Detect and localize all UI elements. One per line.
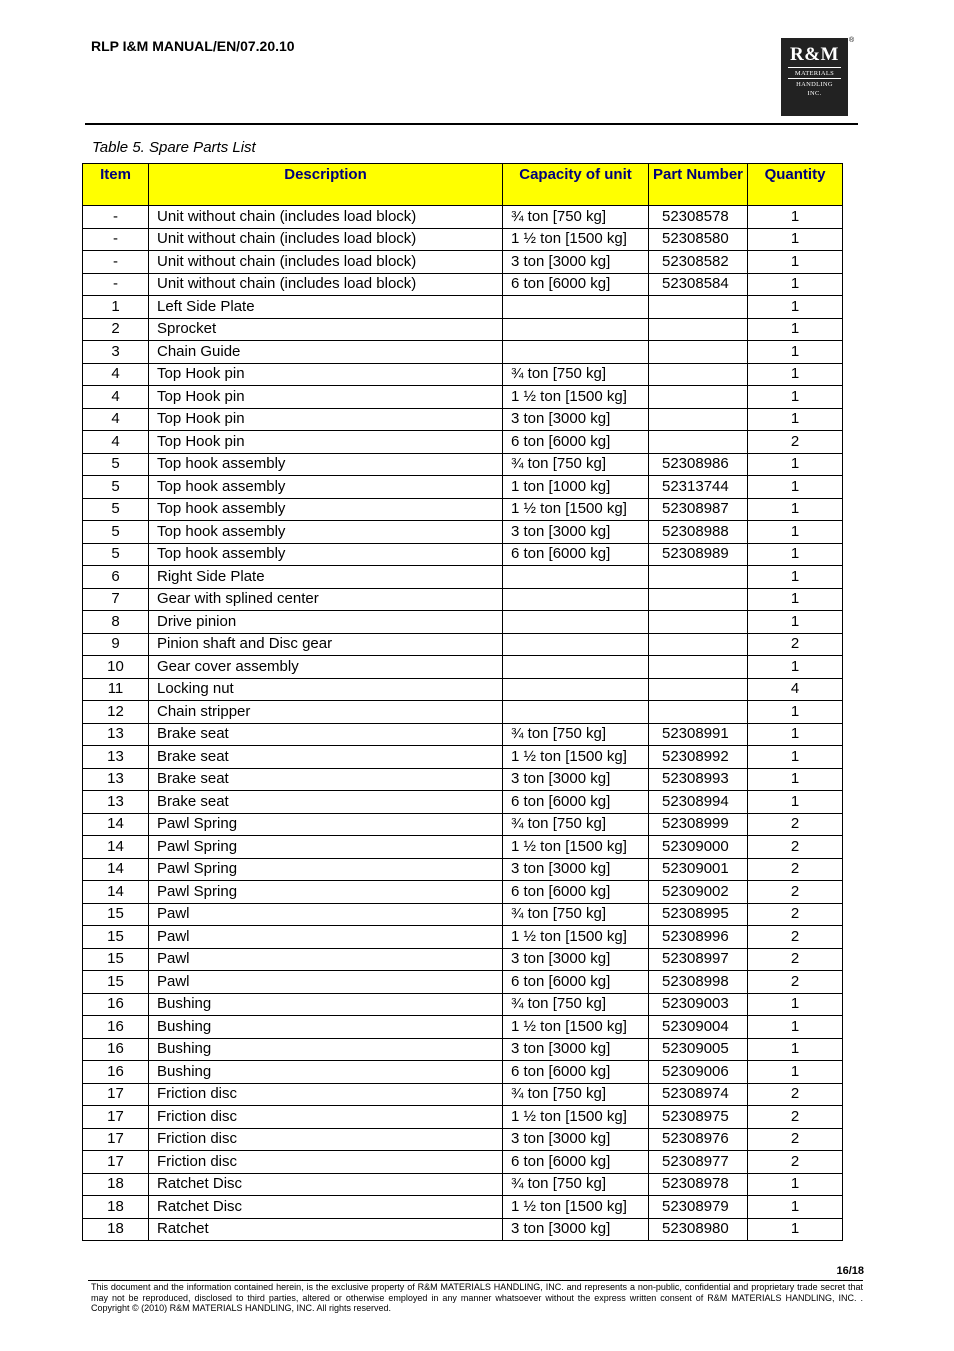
table-body	[83, 206, 843, 1241]
cell-quantity: 2	[748, 926, 843, 949]
table-row	[83, 881, 843, 904]
cell-quantity: 2	[748, 813, 843, 836]
table-row	[83, 1061, 843, 1084]
cell-quantity: 2	[748, 431, 843, 454]
cell-description: Chain Guide	[149, 341, 503, 364]
table-row	[83, 813, 843, 836]
cell-description: Brake seat	[149, 746, 503, 769]
table-row	[83, 948, 843, 971]
cell-description: Ratchet Disc	[149, 1173, 503, 1196]
cell-item: -	[83, 273, 149, 296]
cell-part-number: 52308975	[649, 1106, 748, 1129]
cell-quantity: 1	[748, 611, 843, 634]
header-divider	[85, 123, 858, 125]
cell-description: Top hook assembly	[149, 476, 503, 499]
cell-item: 1	[83, 296, 149, 319]
cell-item: 13	[83, 746, 149, 769]
cell-capacity: 3 ton [3000 kg]	[503, 1038, 649, 1061]
cell-capacity	[503, 296, 649, 319]
logo-line-materials: MATERIALS	[788, 67, 841, 77]
cell-item: 7	[83, 588, 149, 611]
table-row	[83, 363, 843, 386]
cell-quantity: 1	[748, 521, 843, 544]
table-row	[83, 1151, 843, 1174]
table-row	[83, 251, 843, 274]
cell-part-number	[649, 318, 748, 341]
cell-quantity: 1	[748, 1038, 843, 1061]
cell-part-number	[649, 611, 748, 634]
table-row	[83, 926, 843, 949]
footer-divider	[88, 1280, 863, 1281]
cell-description: Bushing	[149, 1038, 503, 1061]
cell-item: 15	[83, 971, 149, 994]
table-row	[83, 1083, 843, 1106]
cell-part-number: 52308578	[649, 206, 748, 229]
cell-part-number: 52309002	[649, 881, 748, 904]
cell-part-number	[649, 656, 748, 679]
cell-quantity: 1	[748, 251, 843, 274]
cell-quantity: 1	[748, 1196, 843, 1219]
cell-quantity: 1	[748, 296, 843, 319]
cell-quantity: 2	[748, 903, 843, 926]
table-row	[83, 611, 843, 634]
cell-part-number: 52309006	[649, 1061, 748, 1084]
cell-part-number: 52308582	[649, 251, 748, 274]
table-row	[83, 858, 843, 881]
cell-description: Top hook assembly	[149, 453, 503, 476]
table-caption: Table 5. Spare Parts List	[92, 139, 256, 156]
cell-description: Pinion shaft and Disc gear	[149, 633, 503, 656]
cell-item: 4	[83, 431, 149, 454]
table-row	[83, 656, 843, 679]
cell-capacity: ¾ ton [750 kg]	[503, 453, 649, 476]
cell-part-number: 52308979	[649, 1196, 748, 1219]
table-row	[83, 993, 843, 1016]
cell-part-number: 52308992	[649, 746, 748, 769]
cell-description: Unit without chain (includes load block)	[149, 251, 503, 274]
spare-parts-table	[82, 163, 843, 1241]
cell-item: 4	[83, 386, 149, 409]
cell-description: Chain stripper	[149, 701, 503, 724]
cell-part-number: 52308994	[649, 791, 748, 814]
cell-item: 17	[83, 1151, 149, 1174]
cell-capacity: ¾ ton [750 kg]	[503, 993, 649, 1016]
cell-description: Friction disc	[149, 1128, 503, 1151]
cell-description: Locking nut	[149, 678, 503, 701]
cell-part-number: 52308580	[649, 228, 748, 251]
cell-capacity: 1 ½ ton [1500 kg]	[503, 1016, 649, 1039]
cell-part-number	[649, 701, 748, 724]
cell-part-number: 52309004	[649, 1016, 748, 1039]
cell-item: 5	[83, 498, 149, 521]
cell-capacity: ¾ ton [750 kg]	[503, 903, 649, 926]
cell-quantity: 2	[748, 1128, 843, 1151]
cell-quantity: 1	[748, 363, 843, 386]
cell-part-number: 52308978	[649, 1173, 748, 1196]
cell-quantity: 1	[748, 723, 843, 746]
table-row	[83, 746, 843, 769]
cell-capacity: 1 ½ ton [1500 kg]	[503, 228, 649, 251]
cell-item: 16	[83, 1061, 149, 1084]
cell-part-number	[649, 341, 748, 364]
cell-capacity: 6 ton [6000 kg]	[503, 431, 649, 454]
column-header-part-number: Part Number	[649, 164, 748, 206]
document-title: RLP I&M MANUAL/EN/07.20.10	[91, 38, 295, 54]
table-row	[83, 588, 843, 611]
cell-quantity: 1	[748, 498, 843, 521]
cell-part-number: 52308977	[649, 1151, 748, 1174]
cell-quantity: 1	[748, 791, 843, 814]
cell-part-number: 52308998	[649, 971, 748, 994]
cell-quantity: 1	[748, 1061, 843, 1084]
cell-part-number	[649, 386, 748, 409]
cell-capacity: ¾ ton [750 kg]	[503, 1083, 649, 1106]
cell-capacity	[503, 656, 649, 679]
table-row	[83, 1173, 843, 1196]
cell-quantity: 1	[748, 206, 843, 229]
cell-part-number	[649, 296, 748, 319]
cell-description: Brake seat	[149, 768, 503, 791]
cell-part-number: 52308974	[649, 1083, 748, 1106]
cell-item: 17	[83, 1106, 149, 1129]
cell-quantity: 2	[748, 971, 843, 994]
cell-quantity: 4	[748, 678, 843, 701]
cell-item: 17	[83, 1083, 149, 1106]
cell-quantity: 2	[748, 1083, 843, 1106]
cell-capacity: 1 ½ ton [1500 kg]	[503, 386, 649, 409]
table-row	[83, 431, 843, 454]
cell-description: Drive pinion	[149, 611, 503, 634]
table-row	[83, 678, 843, 701]
cell-item: 14	[83, 881, 149, 904]
cell-capacity: ¾ ton [750 kg]	[503, 813, 649, 836]
cell-description: Unit without chain (includes load block)	[149, 206, 503, 229]
table-row	[83, 1106, 843, 1129]
cell-item: 18	[83, 1173, 149, 1196]
table-row	[83, 723, 843, 746]
cell-part-number	[649, 431, 748, 454]
table-row	[83, 453, 843, 476]
cell-description: Bushing	[149, 1016, 503, 1039]
cell-description: Friction disc	[149, 1106, 503, 1129]
cell-description: Gear with splined center	[149, 588, 503, 611]
cell-capacity	[503, 633, 649, 656]
registered-mark: ®	[849, 37, 855, 44]
cell-part-number: 52308999	[649, 813, 748, 836]
cell-capacity: 1 ½ ton [1500 kg]	[503, 926, 649, 949]
cell-capacity	[503, 678, 649, 701]
cell-capacity: 3 ton [3000 kg]	[503, 521, 649, 544]
cell-description: Unit without chain (includes load block)	[149, 273, 503, 296]
table-row	[83, 273, 843, 296]
cell-item: 10	[83, 656, 149, 679]
cell-capacity: 6 ton [6000 kg]	[503, 273, 649, 296]
cell-item: 4	[83, 363, 149, 386]
cell-quantity: 1	[748, 408, 843, 431]
cell-description: Top Hook pin	[149, 363, 503, 386]
cell-quantity: 1	[748, 318, 843, 341]
cell-capacity	[503, 611, 649, 634]
table-row	[83, 521, 843, 544]
table-row	[83, 971, 843, 994]
page-number: 16/18	[836, 1265, 864, 1277]
cell-capacity: 3 ton [3000 kg]	[503, 858, 649, 881]
cell-description: Bushing	[149, 993, 503, 1016]
cell-item: 11	[83, 678, 149, 701]
cell-part-number: 52308989	[649, 543, 748, 566]
cell-quantity: 1	[748, 543, 843, 566]
cell-description: Pawl	[149, 971, 503, 994]
cell-part-number: 52308991	[649, 723, 748, 746]
cell-quantity: 1	[748, 476, 843, 499]
cell-quantity: 1	[748, 701, 843, 724]
cell-quantity: 1	[748, 993, 843, 1016]
cell-description: Pawl	[149, 903, 503, 926]
cell-part-number: 52308980	[649, 1218, 748, 1241]
logo-main-text: R&M	[790, 44, 839, 65]
cell-item: 15	[83, 903, 149, 926]
cell-part-number	[649, 588, 748, 611]
table-row	[83, 476, 843, 499]
table-row	[83, 1128, 843, 1151]
cell-description: Pawl Spring	[149, 813, 503, 836]
cell-description: Brake seat	[149, 791, 503, 814]
cell-description: Pawl Spring	[149, 836, 503, 859]
confidentiality-notice: This document and the information contained herein, is the exclusive property of R&M MATERIALS HANDLING, INC. and represents a non-public, confidential and proprietary trade secret that may not be reproduced, disclosed to third parties, altered or otherwise employed in any manner whatsoever without the express written consent of R&M MATERIALS HANDLING, INC. . Copyright © (2010) R&M MATERIALS HANDLING, INC. All rights reserved.	[91, 1282, 863, 1313]
cell-part-number: 52309001	[649, 858, 748, 881]
cell-item: 14	[83, 836, 149, 859]
cell-capacity	[503, 318, 649, 341]
cell-quantity: 1	[748, 768, 843, 791]
cell-capacity	[503, 701, 649, 724]
column-header-item: Item	[83, 164, 149, 206]
cell-part-number: 52308976	[649, 1128, 748, 1151]
company-logo	[781, 38, 848, 116]
cell-item: 17	[83, 1128, 149, 1151]
cell-capacity: 3 ton [3000 kg]	[503, 251, 649, 274]
cell-quantity: 2	[748, 1106, 843, 1129]
cell-description: Unit without chain (includes load block)	[149, 228, 503, 251]
cell-item: 15	[83, 948, 149, 971]
table-row	[83, 1038, 843, 1061]
cell-item: 15	[83, 926, 149, 949]
table-row	[83, 408, 843, 431]
column-header-quantity: Quantity	[748, 164, 843, 206]
table-header-row	[83, 164, 843, 206]
cell-description: Top hook assembly	[149, 521, 503, 544]
cell-quantity: 1	[748, 1218, 843, 1241]
cell-part-number	[649, 678, 748, 701]
cell-item: 5	[83, 453, 149, 476]
cell-item: 16	[83, 1016, 149, 1039]
cell-capacity: 1 ½ ton [1500 kg]	[503, 1106, 649, 1129]
cell-part-number: 52309005	[649, 1038, 748, 1061]
cell-description: Right Side Plate	[149, 566, 503, 589]
cell-quantity: 1	[748, 341, 843, 364]
cell-item: 18	[83, 1218, 149, 1241]
cell-item: 6	[83, 566, 149, 589]
table-row	[83, 836, 843, 859]
cell-description: Top Hook pin	[149, 386, 503, 409]
cell-capacity	[503, 588, 649, 611]
cell-description: Ratchet Disc	[149, 1196, 503, 1219]
cell-quantity: 1	[748, 453, 843, 476]
cell-capacity: 1 ½ ton [1500 kg]	[503, 746, 649, 769]
cell-description: Sprocket	[149, 318, 503, 341]
table-row	[83, 498, 843, 521]
cell-description: Pawl Spring	[149, 881, 503, 904]
cell-part-number: 52309000	[649, 836, 748, 859]
cell-description: Brake seat	[149, 723, 503, 746]
table-row	[83, 296, 843, 319]
cell-description: Friction disc	[149, 1151, 503, 1174]
cell-capacity: 3 ton [3000 kg]	[503, 408, 649, 431]
cell-capacity: 6 ton [6000 kg]	[503, 543, 649, 566]
cell-capacity: 1 ½ ton [1500 kg]	[503, 498, 649, 521]
cell-quantity: 1	[748, 746, 843, 769]
cell-quantity: 1	[748, 228, 843, 251]
cell-item: 14	[83, 813, 149, 836]
cell-quantity: 2	[748, 633, 843, 656]
cell-part-number: 52308986	[649, 453, 748, 476]
cell-item: 5	[83, 543, 149, 566]
cell-item: 14	[83, 858, 149, 881]
cell-item: 13	[83, 791, 149, 814]
cell-capacity	[503, 341, 649, 364]
table-row	[83, 1218, 843, 1241]
cell-capacity: ¾ ton [750 kg]	[503, 723, 649, 746]
cell-description: Left Side Plate	[149, 296, 503, 319]
cell-part-number	[649, 633, 748, 656]
cell-item: 16	[83, 1038, 149, 1061]
cell-item: 3	[83, 341, 149, 364]
cell-item: 12	[83, 701, 149, 724]
cell-part-number: 52308996	[649, 926, 748, 949]
cell-item: 5	[83, 521, 149, 544]
cell-part-number	[649, 363, 748, 386]
cell-item: 18	[83, 1196, 149, 1219]
column-header-capacity: Capacity of unit	[503, 164, 649, 206]
cell-capacity	[503, 566, 649, 589]
table-row	[83, 903, 843, 926]
cell-description: Top hook assembly	[149, 543, 503, 566]
cell-quantity: 1	[748, 273, 843, 296]
cell-capacity: 6 ton [6000 kg]	[503, 1061, 649, 1084]
cell-capacity: 3 ton [3000 kg]	[503, 1128, 649, 1151]
cell-part-number	[649, 408, 748, 431]
cell-quantity: 2	[748, 1151, 843, 1174]
cell-capacity: 3 ton [3000 kg]	[503, 948, 649, 971]
cell-quantity: 1	[748, 656, 843, 679]
cell-item: 13	[83, 723, 149, 746]
cell-item: 8	[83, 611, 149, 634]
cell-item: 9	[83, 633, 149, 656]
cell-item: 16	[83, 993, 149, 1016]
cell-part-number: 52308987	[649, 498, 748, 521]
cell-description: Top hook assembly	[149, 498, 503, 521]
cell-item: 13	[83, 768, 149, 791]
cell-item: -	[83, 206, 149, 229]
cell-quantity: 1	[748, 1173, 843, 1196]
cell-quantity: 1	[748, 588, 843, 611]
cell-capacity: 1 ½ ton [1500 kg]	[503, 836, 649, 859]
cell-part-number: 52308995	[649, 903, 748, 926]
table-row	[83, 228, 843, 251]
cell-capacity: 6 ton [6000 kg]	[503, 971, 649, 994]
table-row	[83, 341, 843, 364]
table-row	[83, 206, 843, 229]
cell-capacity: 3 ton [3000 kg]	[503, 1218, 649, 1241]
cell-capacity: 3 ton [3000 kg]	[503, 768, 649, 791]
cell-capacity: 6 ton [6000 kg]	[503, 1151, 649, 1174]
table-row	[83, 1196, 843, 1219]
cell-item: 5	[83, 476, 149, 499]
table-row	[83, 791, 843, 814]
cell-description: Pawl Spring	[149, 858, 503, 881]
cell-part-number	[649, 566, 748, 589]
cell-description: Bushing	[149, 1061, 503, 1084]
cell-part-number: 52308997	[649, 948, 748, 971]
cell-part-number: 52313744	[649, 476, 748, 499]
table-row	[83, 318, 843, 341]
cell-quantity: 1	[748, 1016, 843, 1039]
table-row	[83, 543, 843, 566]
cell-part-number: 52308584	[649, 273, 748, 296]
cell-capacity: 1 ½ ton [1500 kg]	[503, 1196, 649, 1219]
cell-part-number: 52308993	[649, 768, 748, 791]
table-row	[83, 633, 843, 656]
cell-quantity: 1	[748, 566, 843, 589]
cell-item: -	[83, 228, 149, 251]
table-row	[83, 768, 843, 791]
cell-description: Ratchet	[149, 1218, 503, 1241]
cell-capacity: ¾ ton [750 kg]	[503, 363, 649, 386]
cell-capacity: 6 ton [6000 kg]	[503, 881, 649, 904]
cell-part-number: 52309003	[649, 993, 748, 1016]
cell-quantity: 1	[748, 386, 843, 409]
cell-capacity: ¾ ton [750 kg]	[503, 206, 649, 229]
cell-item: 4	[83, 408, 149, 431]
cell-part-number: 52308988	[649, 521, 748, 544]
cell-quantity: 2	[748, 881, 843, 904]
cell-description: Top Hook pin	[149, 431, 503, 454]
cell-item: 2	[83, 318, 149, 341]
cell-description: Gear cover assembly	[149, 656, 503, 679]
cell-description: Top Hook pin	[149, 408, 503, 431]
table-row	[83, 1016, 843, 1039]
cell-capacity: 6 ton [6000 kg]	[503, 791, 649, 814]
table-row	[83, 386, 843, 409]
logo-line-handling: HANDLING	[788, 78, 841, 88]
column-header-description: Description	[149, 164, 503, 206]
logo-line-inc: INC.	[807, 90, 822, 97]
cell-quantity: 2	[748, 836, 843, 859]
table-row	[83, 566, 843, 589]
cell-capacity: ¾ ton [750 kg]	[503, 1173, 649, 1196]
cell-capacity: 1 ton [1000 kg]	[503, 476, 649, 499]
cell-description: Friction disc	[149, 1083, 503, 1106]
cell-description: Pawl	[149, 948, 503, 971]
cell-description: Pawl	[149, 926, 503, 949]
cell-quantity: 2	[748, 948, 843, 971]
cell-quantity: 2	[748, 858, 843, 881]
table-row	[83, 701, 843, 724]
cell-item: -	[83, 251, 149, 274]
